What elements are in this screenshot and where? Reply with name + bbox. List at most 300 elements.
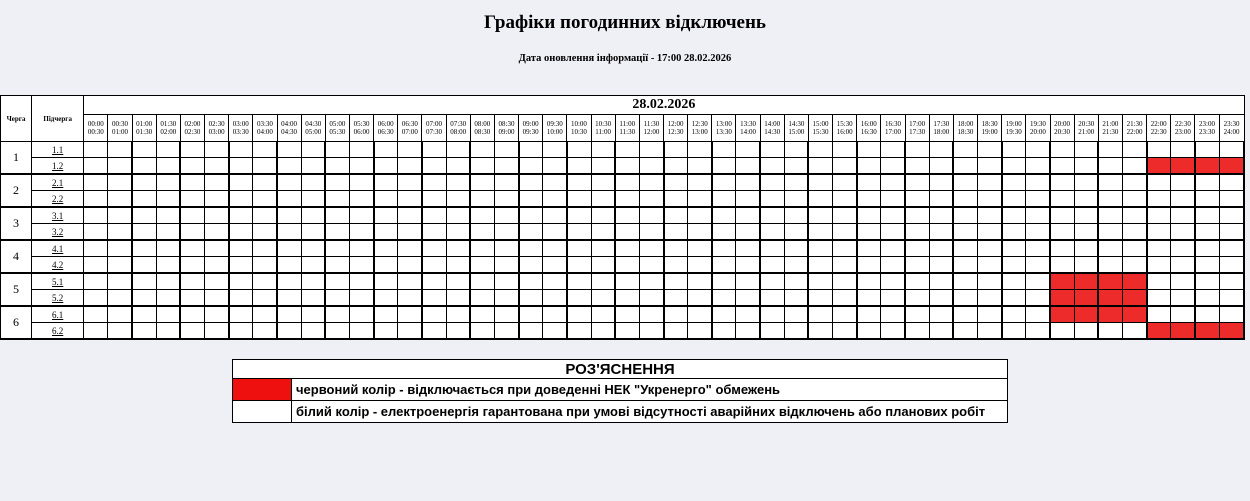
slot-cell <box>277 257 301 274</box>
slot-cell <box>277 207 301 224</box>
slot-cell <box>615 207 639 224</box>
slot-cell <box>229 224 253 241</box>
time-slot-end: 19:00 <box>981 128 998 136</box>
slot-cell <box>325 273 349 290</box>
time-slot-end: 05:00 <box>305 128 322 136</box>
slot-cell <box>664 240 688 257</box>
slot-cell <box>905 273 929 290</box>
slot-cell <box>567 257 591 274</box>
time-slot-header <box>519 115 543 142</box>
slot-cell <box>1026 290 1050 307</box>
time-slot-start: 04:30 <box>305 120 322 128</box>
time-slot-header <box>591 115 615 142</box>
slot-cell <box>615 174 639 191</box>
time-slot-header <box>422 115 446 142</box>
queue-number: 3 <box>1 207 32 240</box>
slot-cell <box>205 240 229 257</box>
slot-cell <box>905 142 929 158</box>
slot-cell <box>1026 323 1050 340</box>
slot-cell <box>108 323 132 340</box>
slot-cell <box>84 158 108 175</box>
time-slot-header <box>132 115 156 142</box>
slot-cell <box>664 142 688 158</box>
time-slot-header <box>349 115 373 142</box>
slot-cell <box>1050 224 1074 241</box>
slot-cell <box>1002 240 1026 257</box>
slot-cell <box>1122 174 1146 191</box>
slot-cell <box>205 191 229 208</box>
time-slot-start: 12:30 <box>691 120 708 128</box>
slot-cell <box>180 273 204 290</box>
slot-cell <box>664 224 688 241</box>
date-header: 28.02.2026 <box>84 96 1244 115</box>
slot-cell <box>1122 142 1146 158</box>
slot-cell <box>205 290 229 307</box>
slot-cell <box>1026 191 1050 208</box>
time-slot-start: 18:00 <box>957 120 974 128</box>
slot-cell <box>1074 224 1098 241</box>
slot-cell <box>180 224 204 241</box>
slot-cell <box>664 273 688 290</box>
slot-cell <box>567 158 591 175</box>
slot-cell <box>784 158 808 175</box>
time-slot-start: 21:30 <box>1126 120 1143 128</box>
slot-cell <box>1098 323 1122 340</box>
slot-cell <box>1026 207 1050 224</box>
slot-cell <box>639 240 663 257</box>
slot-cell <box>1002 273 1026 290</box>
time-slot-end: 01:00 <box>112 128 128 136</box>
slot-cell <box>857 174 881 191</box>
subqueue-number: 5.1 <box>32 273 84 290</box>
time-slot-start: 00:00 <box>87 120 104 128</box>
queue-number: 4 <box>1 240 32 273</box>
slot-cell <box>808 174 832 191</box>
time-slot-end: 18:00 <box>933 128 950 136</box>
legend-red-text: червоний колір - відключається при доведенні НЕК "Укренерго" обмежень <box>292 379 1008 401</box>
time-slot-end: 13:00 <box>691 128 708 136</box>
time-slot-header <box>84 115 108 142</box>
outage-cell <box>1195 158 1219 175</box>
slot-cell <box>1195 273 1219 290</box>
slot-cell <box>688 207 712 224</box>
slot-cell <box>808 306 832 323</box>
slot-cell <box>543 257 567 274</box>
slot-cell <box>325 142 349 158</box>
slot-cell <box>833 323 857 340</box>
time-slot-start: 17:00 <box>909 120 926 128</box>
slot-cell <box>857 323 881 340</box>
slot-cell <box>929 207 953 224</box>
slot-cell <box>543 191 567 208</box>
slot-cell <box>470 323 494 340</box>
time-slot-end: 07:00 <box>401 128 418 136</box>
slot-cell <box>84 191 108 208</box>
slot-cell <box>905 158 929 175</box>
slot-cell <box>1171 290 1195 307</box>
slot-cell <box>84 207 108 224</box>
slot-cell <box>253 191 277 208</box>
slot-cell <box>446 191 470 208</box>
slot-cell <box>349 158 373 175</box>
slot-cell <box>325 257 349 274</box>
slot-cell <box>591 240 615 257</box>
slot-cell <box>132 142 156 158</box>
slot-cell <box>543 174 567 191</box>
slot-cell <box>253 158 277 175</box>
outage-cell <box>1050 306 1074 323</box>
time-slot-header <box>108 115 132 142</box>
slot-cell <box>398 273 422 290</box>
time-slot-header <box>229 115 253 142</box>
time-slot-start: 00:30 <box>112 120 128 128</box>
slot-cell <box>446 290 470 307</box>
time-slot-start: 08:30 <box>498 120 515 128</box>
slot-cell <box>881 306 905 323</box>
outage-cell <box>1219 323 1244 340</box>
slot-cell <box>519 158 543 175</box>
time-slot-end: 14:00 <box>740 128 757 136</box>
slot-cell <box>1050 158 1074 175</box>
slot-cell <box>688 306 712 323</box>
time-slot-end: 24:00 <box>1223 128 1240 136</box>
slot-cell <box>398 207 422 224</box>
slot-cell <box>84 306 108 323</box>
slot-cell <box>784 191 808 208</box>
slot-cell <box>881 240 905 257</box>
outage-cell <box>1098 290 1122 307</box>
slot-cell <box>398 306 422 323</box>
slot-cell <box>953 158 977 175</box>
slot-cell <box>857 273 881 290</box>
slot-cell <box>543 290 567 307</box>
slot-cell <box>1219 290 1244 307</box>
slot-cell <box>615 273 639 290</box>
slot-cell <box>494 207 518 224</box>
time-slot-start: 01:30 <box>160 120 177 128</box>
slot-cell <box>591 257 615 274</box>
slot-cell <box>639 191 663 208</box>
slot-cell <box>712 224 736 241</box>
slot-cell <box>833 290 857 307</box>
slot-cell <box>519 306 543 323</box>
slot-cell <box>229 290 253 307</box>
slot-cell <box>325 290 349 307</box>
time-slot-header <box>156 115 180 142</box>
slot-cell <box>1098 207 1122 224</box>
slot-cell <box>760 174 784 191</box>
time-slot-start: 13:00 <box>715 120 732 128</box>
slot-cell <box>905 306 929 323</box>
slot-cell <box>1122 191 1146 208</box>
slot-cell <box>205 158 229 175</box>
time-slot-start: 10:30 <box>595 120 612 128</box>
time-slot-end: 11:30 <box>619 128 636 136</box>
slot-cell <box>108 224 132 241</box>
slot-cell <box>784 207 808 224</box>
slot-cell <box>422 142 446 158</box>
time-slot-start: 21:00 <box>1102 120 1119 128</box>
slot-cell <box>301 240 325 257</box>
slot-cell <box>929 306 953 323</box>
legend-red-swatch <box>233 379 292 401</box>
slot-cell <box>301 174 325 191</box>
slot-cell <box>664 257 688 274</box>
slot-cell <box>833 158 857 175</box>
queue-number: 2 <box>1 174 32 207</box>
slot-cell <box>180 306 204 323</box>
slot-cell <box>736 224 760 241</box>
time-slot-header <box>180 115 204 142</box>
time-slot-end: 07:30 <box>426 128 442 136</box>
slot-cell <box>398 257 422 274</box>
time-slot-header <box>953 115 977 142</box>
slot-cell <box>808 290 832 307</box>
time-slot-start: 11:00 <box>619 120 636 128</box>
slot-cell <box>953 240 977 257</box>
time-slot-header <box>905 115 929 142</box>
slot-cell <box>1026 142 1050 158</box>
outage-cell <box>1050 290 1074 307</box>
slot-cell <box>905 207 929 224</box>
slot-cell <box>422 224 446 241</box>
time-slot-end: 15:30 <box>812 128 829 136</box>
slot-cell <box>156 158 180 175</box>
time-slot-header <box>1074 115 1098 142</box>
slot-cell <box>929 290 953 307</box>
outage-cell <box>1098 306 1122 323</box>
slot-cell <box>108 207 132 224</box>
slot-cell <box>784 273 808 290</box>
slot-cell <box>325 158 349 175</box>
slot-cell <box>398 174 422 191</box>
slot-cell <box>277 323 301 340</box>
time-slot-end: 09:30 <box>522 128 539 136</box>
slot-cell <box>180 207 204 224</box>
slot-cell <box>1026 306 1050 323</box>
slot-cell <box>591 191 615 208</box>
time-slot-start: 05:30 <box>353 120 370 128</box>
time-slot-end: 03:00 <box>208 128 225 136</box>
slot-cell <box>301 257 325 274</box>
slot-cell <box>760 207 784 224</box>
subqueue-header: Підчерга <box>32 96 84 142</box>
subqueue-number: 2.2 <box>32 191 84 208</box>
time-slot-end: 10:30 <box>570 128 587 136</box>
time-slot-header <box>470 115 494 142</box>
slot-cell <box>1195 224 1219 241</box>
slot-cell <box>905 257 929 274</box>
slot-cell <box>543 158 567 175</box>
time-slot-end: 01:30 <box>136 128 153 136</box>
slot-cell <box>567 224 591 241</box>
slot-cell <box>494 306 518 323</box>
slot-cell <box>1171 207 1195 224</box>
slot-cell <box>519 290 543 307</box>
slot-cell <box>688 257 712 274</box>
slot-cell <box>1050 240 1074 257</box>
slot-cell <box>1195 257 1219 274</box>
slot-cell <box>108 158 132 175</box>
slot-cell <box>615 323 639 340</box>
slot-cell <box>1195 142 1219 158</box>
time-slot-start: 15:00 <box>812 120 829 128</box>
time-slot-end: 06:00 <box>353 128 370 136</box>
time-slot-start: 18:30 <box>981 120 998 128</box>
subqueue-number: 1.1 <box>32 142 84 158</box>
slot-cell <box>808 224 832 241</box>
slot-cell <box>1147 174 1171 191</box>
subqueue-number: 4.2 <box>32 257 84 274</box>
slot-cell <box>1122 240 1146 257</box>
time-slot-end: 09:00 <box>498 128 515 136</box>
slot-cell <box>277 191 301 208</box>
slot-cell <box>857 191 881 208</box>
slot-cell <box>519 224 543 241</box>
time-slot-end: 02:30 <box>184 128 201 136</box>
time-slot-end: 16:00 <box>836 128 853 136</box>
slot-cell <box>422 323 446 340</box>
slot-cell <box>1147 207 1171 224</box>
slot-cell <box>881 174 905 191</box>
slot-cell <box>374 273 398 290</box>
slot-cell <box>953 257 977 274</box>
slot-cell <box>639 174 663 191</box>
outage-cell <box>1122 306 1146 323</box>
slot-cell <box>132 240 156 257</box>
slot-cell <box>712 306 736 323</box>
slot-cell <box>325 207 349 224</box>
slot-cell <box>446 174 470 191</box>
slot-cell <box>929 323 953 340</box>
schedule-grid <box>0 95 1245 336</box>
outage-cell <box>1098 273 1122 290</box>
slot-cell <box>591 207 615 224</box>
slot-cell <box>1098 142 1122 158</box>
slot-cell <box>1074 191 1098 208</box>
slot-cell <box>833 207 857 224</box>
slot-cell <box>736 257 760 274</box>
time-slot-start: 03:00 <box>232 120 249 128</box>
slot-cell <box>277 273 301 290</box>
time-slot-header <box>1002 115 1026 142</box>
time-slot-header <box>881 115 905 142</box>
slot-cell <box>494 323 518 340</box>
slot-cell <box>639 323 663 340</box>
slot-cell <box>1074 323 1098 340</box>
time-slot-start: 02:00 <box>184 120 201 128</box>
slot-cell <box>736 158 760 175</box>
slot-cell <box>519 207 543 224</box>
table-row <box>1 142 1245 158</box>
time-slot-end: 19:30 <box>1005 128 1022 136</box>
time-slot-start: 04:00 <box>281 120 298 128</box>
slot-cell <box>422 290 446 307</box>
slot-cell <box>156 240 180 257</box>
slot-cell <box>760 240 784 257</box>
slot-cell <box>349 306 373 323</box>
slot-cell <box>929 174 953 191</box>
queue-header: Черга <box>1 96 32 142</box>
slot-cell <box>180 158 204 175</box>
slot-cell <box>1219 306 1244 323</box>
slot-cell <box>688 224 712 241</box>
slot-cell <box>784 323 808 340</box>
slot-cell <box>156 323 180 340</box>
time-slot-header <box>1171 115 1195 142</box>
slot-cell <box>1219 224 1244 241</box>
slot-cell <box>615 240 639 257</box>
slot-cell <box>325 240 349 257</box>
time-slot-end: 08:30 <box>474 128 491 136</box>
slot-cell <box>1195 207 1219 224</box>
time-slot-end: 13:30 <box>715 128 732 136</box>
slot-cell <box>374 323 398 340</box>
time-slot-header <box>1219 115 1244 142</box>
slot-cell <box>808 207 832 224</box>
slot-cell <box>470 158 494 175</box>
slot-cell <box>1171 240 1195 257</box>
slot-cell <box>1219 174 1244 191</box>
time-slot-end: 16:30 <box>860 128 877 136</box>
time-slot-header <box>1098 115 1122 142</box>
slot-cell <box>374 158 398 175</box>
slot-cell <box>229 323 253 340</box>
time-slot-header <box>929 115 953 142</box>
slot-cell <box>1195 240 1219 257</box>
slot-cell <box>349 191 373 208</box>
slot-cell <box>349 224 373 241</box>
slot-cell <box>1002 158 1026 175</box>
slot-cell <box>1195 191 1219 208</box>
slot-cell <box>398 224 422 241</box>
slot-cell <box>446 224 470 241</box>
time-slot-start: 08:00 <box>474 120 491 128</box>
slot-cell <box>229 174 253 191</box>
slot-cell <box>470 207 494 224</box>
slot-cell <box>398 240 422 257</box>
slot-cell <box>905 174 929 191</box>
slot-cell <box>349 290 373 307</box>
slot-cell <box>422 174 446 191</box>
slot-cell <box>567 142 591 158</box>
slot-cell <box>446 142 470 158</box>
slot-cell <box>688 323 712 340</box>
legend-white-swatch <box>233 401 292 423</box>
slot-cell <box>784 290 808 307</box>
slot-cell <box>398 323 422 340</box>
slot-cell <box>519 257 543 274</box>
slot-cell <box>132 207 156 224</box>
slot-cell <box>84 290 108 307</box>
slot-cell <box>132 323 156 340</box>
slot-cell <box>422 257 446 274</box>
time-slot-header <box>712 115 736 142</box>
time-slot-end: 03:30 <box>232 128 249 136</box>
slot-cell <box>639 273 663 290</box>
slot-cell <box>1195 290 1219 307</box>
time-slot-header <box>374 115 398 142</box>
slot-cell <box>760 273 784 290</box>
slot-cell <box>229 142 253 158</box>
slot-cell <box>422 306 446 323</box>
slot-cell <box>205 273 229 290</box>
slot-cell <box>470 240 494 257</box>
time-slot-header <box>205 115 229 142</box>
slot-cell <box>712 191 736 208</box>
slot-cell <box>543 142 567 158</box>
slot-cell <box>1002 306 1026 323</box>
